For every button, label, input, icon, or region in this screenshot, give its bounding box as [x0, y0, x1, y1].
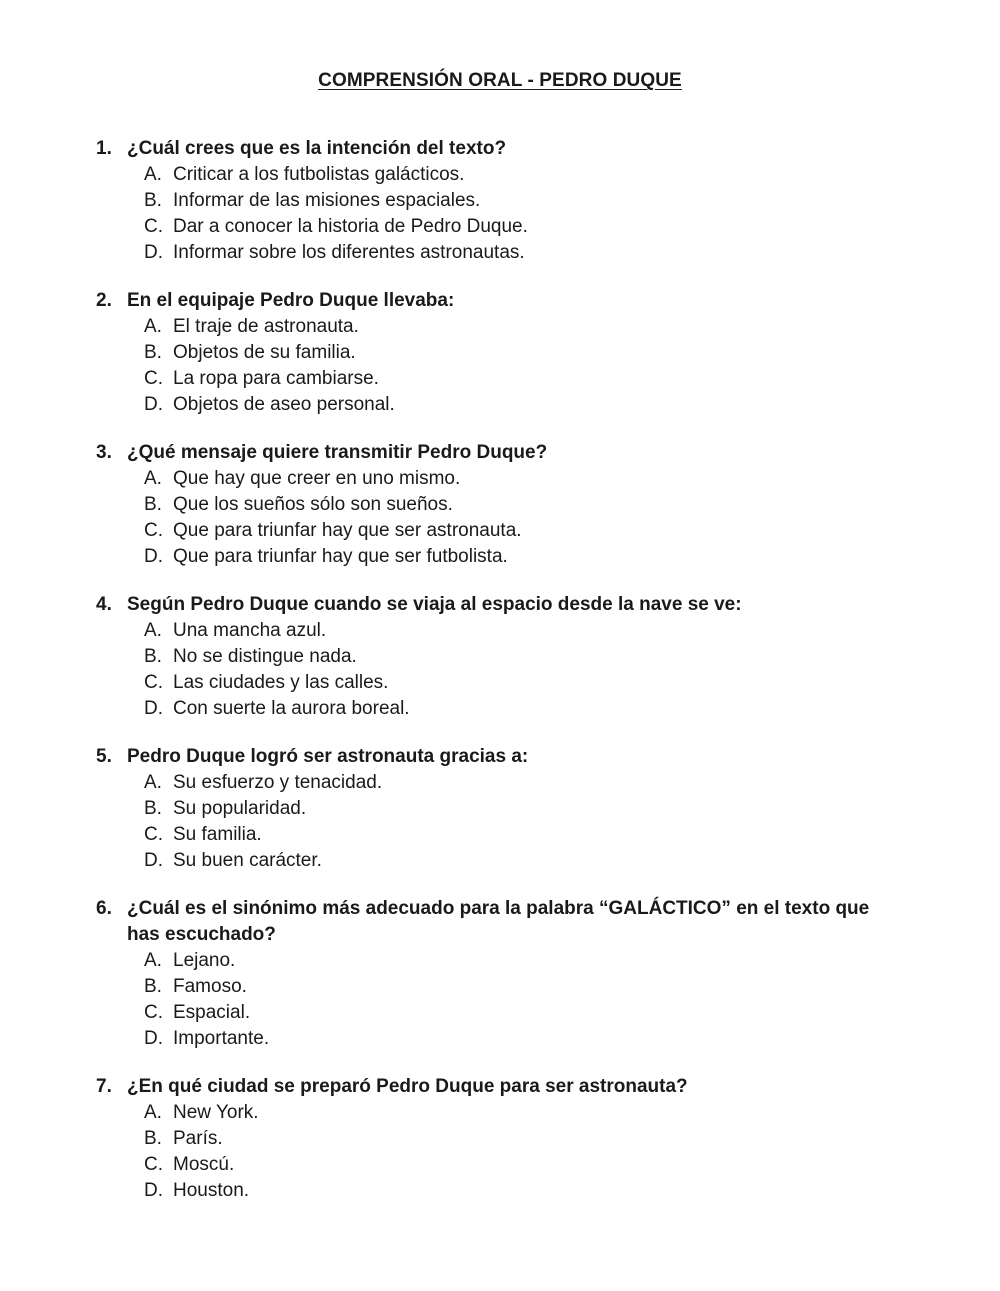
question-1 [96, 136, 906, 266]
answer-option-a[interactable] [144, 162, 906, 188]
answer-option-c[interactable] [144, 366, 906, 392]
question-number: 3. [96, 442, 112, 463]
answer-option-b[interactable] [144, 188, 906, 214]
question-header [96, 440, 906, 466]
answer-options [96, 1100, 906, 1204]
question-list [96, 136, 906, 1226]
answer-option-b[interactable] [144, 1126, 906, 1152]
option-text: La ropa para cambiarse. [173, 368, 379, 389]
option-letter: A. [144, 772, 162, 793]
option-text: Con suerte la aurora boreal. [173, 698, 410, 719]
option-text: New York. [173, 1102, 259, 1123]
option-letter: C. [144, 368, 163, 389]
answer-option-d[interactable] [144, 240, 906, 266]
answer-option-a[interactable] [144, 1100, 906, 1126]
question-header [96, 592, 906, 618]
option-text: Espacial. [173, 1002, 251, 1023]
question-text: Pedro Duque logró ser astronauta gracias a: [127, 746, 529, 767]
answer-option-a[interactable] [144, 466, 906, 492]
answer-option-d[interactable] [144, 392, 906, 418]
question-header [96, 744, 906, 770]
answer-option-d[interactable] [144, 544, 906, 570]
option-letter: A. [144, 620, 162, 641]
option-text: Objetos de aseo personal. [173, 394, 395, 415]
option-letter: B. [144, 342, 162, 363]
question-5 [96, 744, 906, 874]
answer-options [96, 770, 906, 874]
answer-option-d[interactable] [144, 696, 906, 722]
option-letter: D. [144, 698, 163, 719]
option-text: Dar a conocer la historia de Pedro Duque. [173, 216, 528, 237]
answer-options [96, 948, 906, 1052]
answer-option-c[interactable] [144, 670, 906, 696]
option-text: Que los sueños sólo son sueños. [173, 494, 453, 515]
answer-option-a[interactable] [144, 948, 906, 974]
option-letter: A. [144, 164, 162, 185]
option-letter: C. [144, 1154, 163, 1175]
question-2 [96, 288, 906, 418]
question-number: 4. [96, 594, 112, 615]
question-number: 1. [96, 138, 112, 159]
question-header [96, 896, 906, 948]
question-text: ¿Cuál es el sinónimo más adecuado para la palabra “GALÁCTICO” en el texto que has escuchado? [127, 898, 870, 945]
answer-option-b[interactable] [144, 340, 906, 366]
answer-option-a[interactable] [144, 770, 906, 796]
answer-option-c[interactable] [144, 1152, 906, 1178]
option-letter: C. [144, 520, 163, 541]
question-number: 6. [96, 898, 112, 919]
answer-option-c[interactable] [144, 214, 906, 240]
option-letter: B. [144, 976, 162, 997]
answer-option-b[interactable] [144, 644, 906, 670]
question-7 [96, 1074, 906, 1204]
answer-options [96, 618, 906, 722]
question-number: 7. [96, 1076, 112, 1097]
question-text: Según Pedro Duque cuando se viaja al espacio desde la nave se ve: [127, 594, 742, 615]
option-letter: D. [144, 394, 163, 415]
question-header [96, 136, 906, 162]
option-text: París. [173, 1128, 223, 1149]
option-text: Que hay que creer en uno mismo. [173, 468, 461, 489]
option-letter: A. [144, 316, 162, 337]
answer-options [96, 466, 906, 570]
option-text: Famoso. [173, 976, 247, 997]
option-letter: A. [144, 1102, 162, 1123]
option-text: Su esfuerzo y tenacidad. [173, 772, 383, 793]
option-text: El traje de astronauta. [173, 316, 359, 337]
option-text: Su popularidad. [173, 798, 307, 819]
question-text: En el equipaje Pedro Duque llevaba: [127, 290, 455, 311]
option-letter: B. [144, 798, 162, 819]
option-text: Que para triunfar hay que ser astronauta. [173, 520, 522, 541]
option-letter: D. [144, 1180, 163, 1201]
option-text: Houston. [173, 1180, 250, 1201]
option-letter: B. [144, 494, 162, 515]
option-letter: A. [144, 950, 162, 971]
option-text: Importante. [173, 1028, 270, 1049]
option-letter: D. [144, 1028, 163, 1049]
option-text: Informar sobre los diferentes astronautas. [173, 242, 525, 263]
option-text: Moscú. [173, 1154, 235, 1175]
option-text: Objetos de su familia. [173, 342, 356, 363]
option-text: Su familia. [173, 824, 262, 845]
option-letter: D. [144, 242, 163, 263]
option-text: Informar de las misiones espaciales. [173, 190, 481, 211]
answer-option-a[interactable] [144, 618, 906, 644]
answer-option-c[interactable] [144, 822, 906, 848]
page-title: COMPRENSIÓN ORAL - PEDRO DUQUE [318, 70, 682, 91]
option-letter: A. [144, 468, 162, 489]
option-letter: C. [144, 672, 163, 693]
answer-options [96, 162, 906, 266]
question-text: ¿En qué ciudad se preparó Pedro Duque para ser astronauta? [127, 1076, 688, 1097]
option-text: Criticar a los futbolistas galácticos. [173, 164, 465, 185]
option-text: Su buen carácter. [173, 850, 322, 871]
option-text: Una mancha azul. [173, 620, 327, 641]
option-text: No se distingue nada. [173, 646, 357, 667]
question-number: 2. [96, 290, 112, 311]
answer-option-b[interactable] [144, 492, 906, 518]
option-letter: D. [144, 850, 163, 871]
option-letter: C. [144, 216, 163, 237]
option-letter: B. [144, 646, 162, 667]
question-header [96, 1074, 906, 1100]
answer-option-d[interactable] [144, 1026, 906, 1052]
answer-option-c[interactable] [144, 518, 906, 544]
question-3 [96, 440, 906, 570]
question-4 [96, 592, 906, 722]
option-letter: B. [144, 190, 162, 211]
option-letter: C. [144, 824, 163, 845]
option-letter: B. [144, 1128, 162, 1149]
answer-option-c[interactable] [144, 1000, 906, 1026]
answer-option-d[interactable] [144, 1178, 906, 1204]
question-text: ¿Cuál crees que es la intención del texto? [127, 138, 507, 159]
answer-option-b[interactable] [144, 974, 906, 1000]
option-text: Que para triunfar hay que ser futbolista. [173, 546, 508, 567]
option-text: Las ciudades y las calles. [173, 672, 389, 693]
answer-option-b[interactable] [144, 796, 906, 822]
option-letter: D. [144, 546, 163, 567]
answer-option-a[interactable] [144, 314, 906, 340]
question-number: 5. [96, 746, 112, 767]
answer-option-d[interactable] [144, 848, 906, 874]
answer-options [96, 314, 906, 418]
option-text: Lejano. [173, 950, 236, 971]
question-header [96, 288, 906, 314]
question-text: ¿Qué mensaje quiere transmitir Pedro Duque? [127, 442, 548, 463]
option-letter: C. [144, 1002, 163, 1023]
question-6 [96, 896, 906, 1052]
